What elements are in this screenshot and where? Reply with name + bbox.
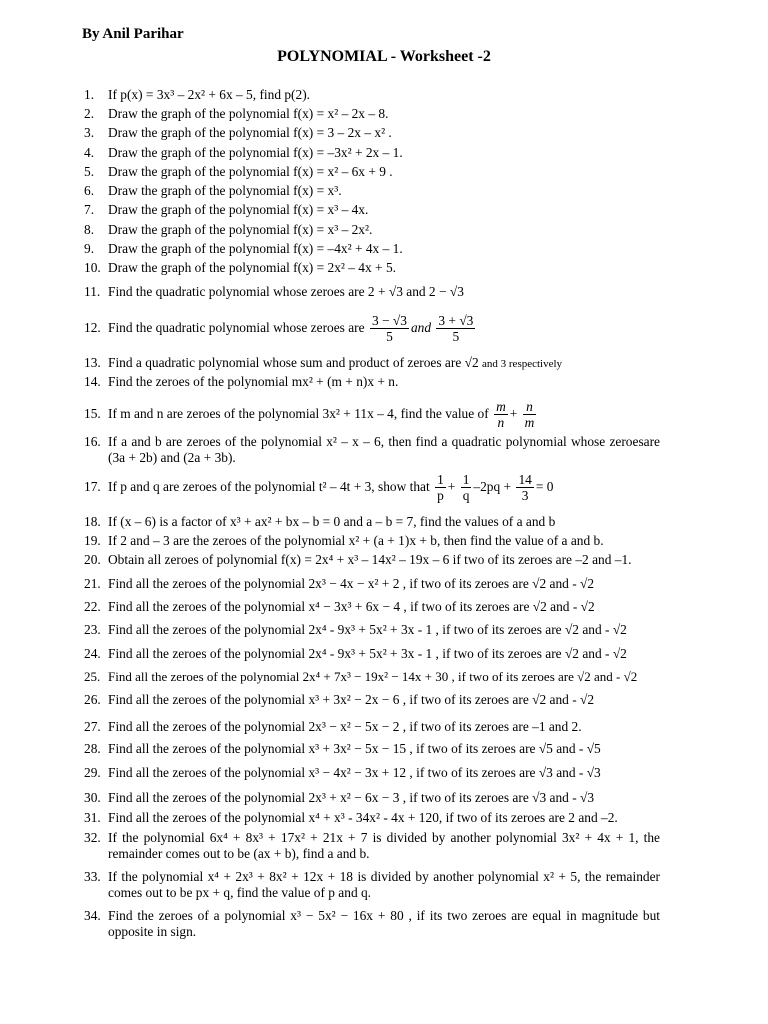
fraction (435, 472, 446, 503)
question-number: 25. (84, 669, 101, 684)
question-text: Find a quadratic polynomial whose sum and product of zeroes are √2 (108, 355, 479, 370)
question-tail: = 0 (535, 479, 554, 494)
question-4 (84, 145, 704, 161)
question-number: 17. (84, 479, 101, 494)
question-number: 11. (84, 284, 101, 299)
question-text: Find all the zeroes of the polynomial 2x³ − 4x − x² + 2 , if two of its zeroes are √2 and - √2 (108, 576, 595, 591)
question-number: 34. (84, 908, 101, 923)
fraction-denominator: p (437, 488, 444, 504)
question-text: If the polynomial x⁴ + 2x³ + 8x² + 12x + 18 is divided by another polynomial x² + 5, the remainder comes out to be px + q, find the value of p and q. (108, 869, 660, 900)
question-text: Find the quadratic polynomial whose zeroes are (108, 320, 365, 335)
question-number: 14. (84, 374, 101, 389)
question-text: Draw the graph of the polynomial f(x) = x² – 2x – 8. (108, 106, 389, 121)
question-text: Draw the graph of the polynomial f(x) = x³. (108, 183, 342, 198)
question-25 (84, 669, 704, 685)
question-11 (84, 284, 704, 300)
question-text: Draw the graph of the polynomial f(x) = –3x² + 2x – 1. (108, 145, 403, 160)
question-tail: and 3 respectively (482, 358, 563, 370)
question-28 (84, 741, 704, 757)
question-text: Obtain all zeroes of polynomial f(x) = 2x⁴ + x³ – 14x² – 19x – 6 if two of its zeroes are –2 and –1. (108, 552, 632, 567)
question-text: Find all the zeroes of the polynomial 2x³ − x² − 5x − 2 , if two of its zeroes are –1 and 2. (108, 719, 582, 734)
question-text: Find all the zeroes of the polynomial x³ − 4x² − 3x + 12 , if two of its zeroes are √3 and - √3 (108, 765, 601, 780)
question-10 (84, 260, 704, 276)
question-text: Find the quadratic polynomial whose zeroes are 2 + √3 and 2 − √3 (108, 284, 464, 299)
question-number: 20. (84, 552, 101, 567)
question-text: Draw the graph of the polynomial f(x) = x³ – 4x. (108, 202, 369, 217)
fraction-numerator: m (496, 399, 506, 415)
fraction (523, 399, 537, 430)
fraction-numerator: n (523, 399, 537, 415)
question-number: 8. (84, 222, 95, 237)
question-text: Find all the zeroes of the polynomial 2x⁴ - 9x³ + 5x² + 3x - 1 , if two of its zeroes are √2 and - √2 (108, 646, 627, 661)
question-17 (84, 468, 704, 506)
fraction-denominator: 3 (521, 488, 529, 504)
question-number: 5. (84, 164, 95, 179)
question-14 (84, 374, 704, 390)
question-text: If p and q are zeroes of the polynomial t² – 4t + 3, show that (108, 479, 430, 494)
question-13 (84, 355, 704, 372)
question-number: 22. (84, 599, 101, 614)
operator: + (509, 406, 518, 421)
question-19 (84, 533, 704, 549)
question-34 (84, 908, 664, 940)
question-text: Draw the graph of the polynomial f(x) = –4x² + 4x – 1. (108, 241, 403, 256)
fraction (370, 313, 409, 344)
question-number: 28. (84, 741, 101, 756)
question-number: 18. (84, 514, 101, 529)
fraction (436, 313, 475, 344)
fraction-numerator: 1 (437, 472, 444, 488)
question-number: 31. (84, 810, 101, 825)
question-text: If m and n are zeroes of the polynomial 3x² + 11x – 4, find the value of (108, 406, 489, 421)
question-18 (84, 514, 704, 530)
conjunction: and (410, 320, 432, 335)
question-number: 7. (84, 202, 95, 217)
fraction-numerator: 14 (518, 472, 532, 488)
question-number: 6. (84, 183, 95, 198)
question-number: 3. (84, 125, 95, 140)
question-15 (84, 396, 704, 432)
question-16 (84, 434, 664, 466)
page-title: POLYNOMIAL - Worksheet -2 (277, 48, 491, 65)
fraction-denominator: n (497, 415, 505, 431)
question-33 (84, 869, 664, 901)
question-9 (84, 241, 704, 257)
question-number: 24. (84, 646, 101, 661)
question-number: 12. (84, 320, 101, 335)
question-number: 26. (84, 692, 101, 707)
question-8 (84, 222, 704, 238)
question-text: Find all the zeroes of the polynomial 2x⁴ + 7x³ − 19x² − 14x + 30 , if two of its zeroes are √2 and - √2 (108, 669, 638, 684)
question-number: 27. (84, 719, 101, 734)
expression: –2pq + (473, 479, 512, 494)
fraction (461, 472, 472, 503)
question-number: 13. (84, 355, 101, 370)
question-number: 9. (84, 241, 95, 256)
question-21 (84, 576, 704, 592)
question-number: 15. (84, 406, 101, 421)
question-text: Find all the zeroes of the polynomial x³ + 3x² − 5x − 15 , if two of its zeroes are √5 and - √5 (108, 741, 601, 756)
question-number: 19. (84, 533, 101, 548)
question-text: Draw the graph of the polynomial f(x) = 2x² – 4x + 5. (108, 260, 396, 275)
question-number: 16. (84, 434, 101, 449)
question-text: Find all the zeroes of the polynomial x⁴ + x³ - 34x² - 4x + 120, if two of its zeroes are 2 and –2. (108, 810, 618, 825)
fraction-denominator: m (524, 415, 535, 431)
question-31 (84, 810, 704, 826)
question-12 (84, 309, 704, 347)
author-name: By Anil Parihar (82, 26, 184, 42)
question-text: If (x – 6) is a factor of x³ + ax² + bx – b = 0 and a – b = 7, find the values of a and b (108, 514, 556, 529)
question-number: 23. (84, 622, 101, 637)
question-text: If 2 and – 3 are the zeroes of the polynomial x² + (a + 1)x + b, then find the value of a and b. (108, 533, 604, 548)
question-3 (84, 125, 704, 141)
fraction (516, 472, 533, 503)
question-number: 4. (84, 145, 95, 160)
question-27 (84, 719, 704, 735)
question-number: 32. (84, 830, 101, 845)
question-22 (84, 599, 704, 615)
question-text: Draw the graph of the polynomial f(x) = x³ – 2x². (108, 222, 373, 237)
question-number: 10. (84, 260, 101, 275)
question-23 (84, 622, 704, 638)
question-text: Find all the zeroes of the polynomial 2x⁴ - 9x³ + 5x² + 3x - 1 , if two of its zeroes are √2 and - √2 (108, 622, 627, 637)
question-text: If the polynomial 6x⁴ + 8x³ + 17x² + 21x + 7 is divided by another polynomial 3x² + 4x + 1, the remainder comes out to be (ax + b), find a and b. (108, 830, 660, 861)
fraction-denominator: 5 (386, 329, 393, 345)
question-number: 29. (84, 765, 101, 780)
fraction-numerator: 3 + √3 (438, 313, 474, 329)
question-5 (84, 164, 704, 180)
question-number: 1. (84, 87, 95, 102)
question-6 (84, 183, 704, 199)
fraction-numerator: 3 − √3 (371, 313, 407, 329)
question-24 (84, 646, 704, 662)
question-number: 30. (84, 790, 101, 805)
question-20 (84, 552, 704, 568)
fraction (494, 399, 508, 430)
fraction-numerator: 1 (462, 472, 470, 488)
question-number: 2. (84, 106, 95, 121)
fraction-denominator: 5 (452, 329, 460, 345)
question-text: If a and b are zeroes of the polynomial x² – x – 6, then find a quadratic polynomial whose zeroesare (3a + 2b) and (2a + 3b). (108, 434, 660, 465)
question-7 (84, 202, 704, 218)
operator: + (447, 479, 456, 494)
question-29 (84, 765, 704, 781)
question-text: Find all the zeroes of the polynomial 2x³ + x² − 6x − 3 , if two of its zeroes are √3 and - √3 (108, 790, 595, 805)
question-text: Find all the zeroes of the polynomial x⁴ − 3x³ + 6x − 4 , if two of its zeroes are √2 and - √2 (108, 599, 595, 614)
question-number: 33. (84, 869, 101, 884)
question-30 (84, 790, 704, 806)
question-2 (84, 106, 704, 122)
question-26 (84, 692, 704, 708)
question-text: Draw the graph of the polynomial f(x) = 3 – 2x – x² . (108, 125, 392, 140)
question-text: Find the zeroes of a polynomial x³ − 5x² − 16x + 80 , if its two zeroes are equal in magnitude but opposite in sign. (108, 908, 660, 939)
question-1 (84, 87, 704, 103)
question-text: Find all the zeroes of the polynomial x³ + 3x² − 2x − 6 , if two of its zeroes are √2 and - √2 (108, 692, 595, 707)
question-text: If p(x) = 3x³ – 2x² + 6x – 5, find p(2). (108, 87, 311, 102)
question-number: 21. (84, 576, 101, 591)
question-text: Find the zeroes of the polynomial mx² + (m + n)x + n. (108, 374, 399, 389)
fraction-denominator: q (462, 488, 470, 504)
question-32 (84, 830, 664, 862)
question-text: Draw the graph of the polynomial f(x) = x² – 6x + 9 . (108, 164, 393, 179)
